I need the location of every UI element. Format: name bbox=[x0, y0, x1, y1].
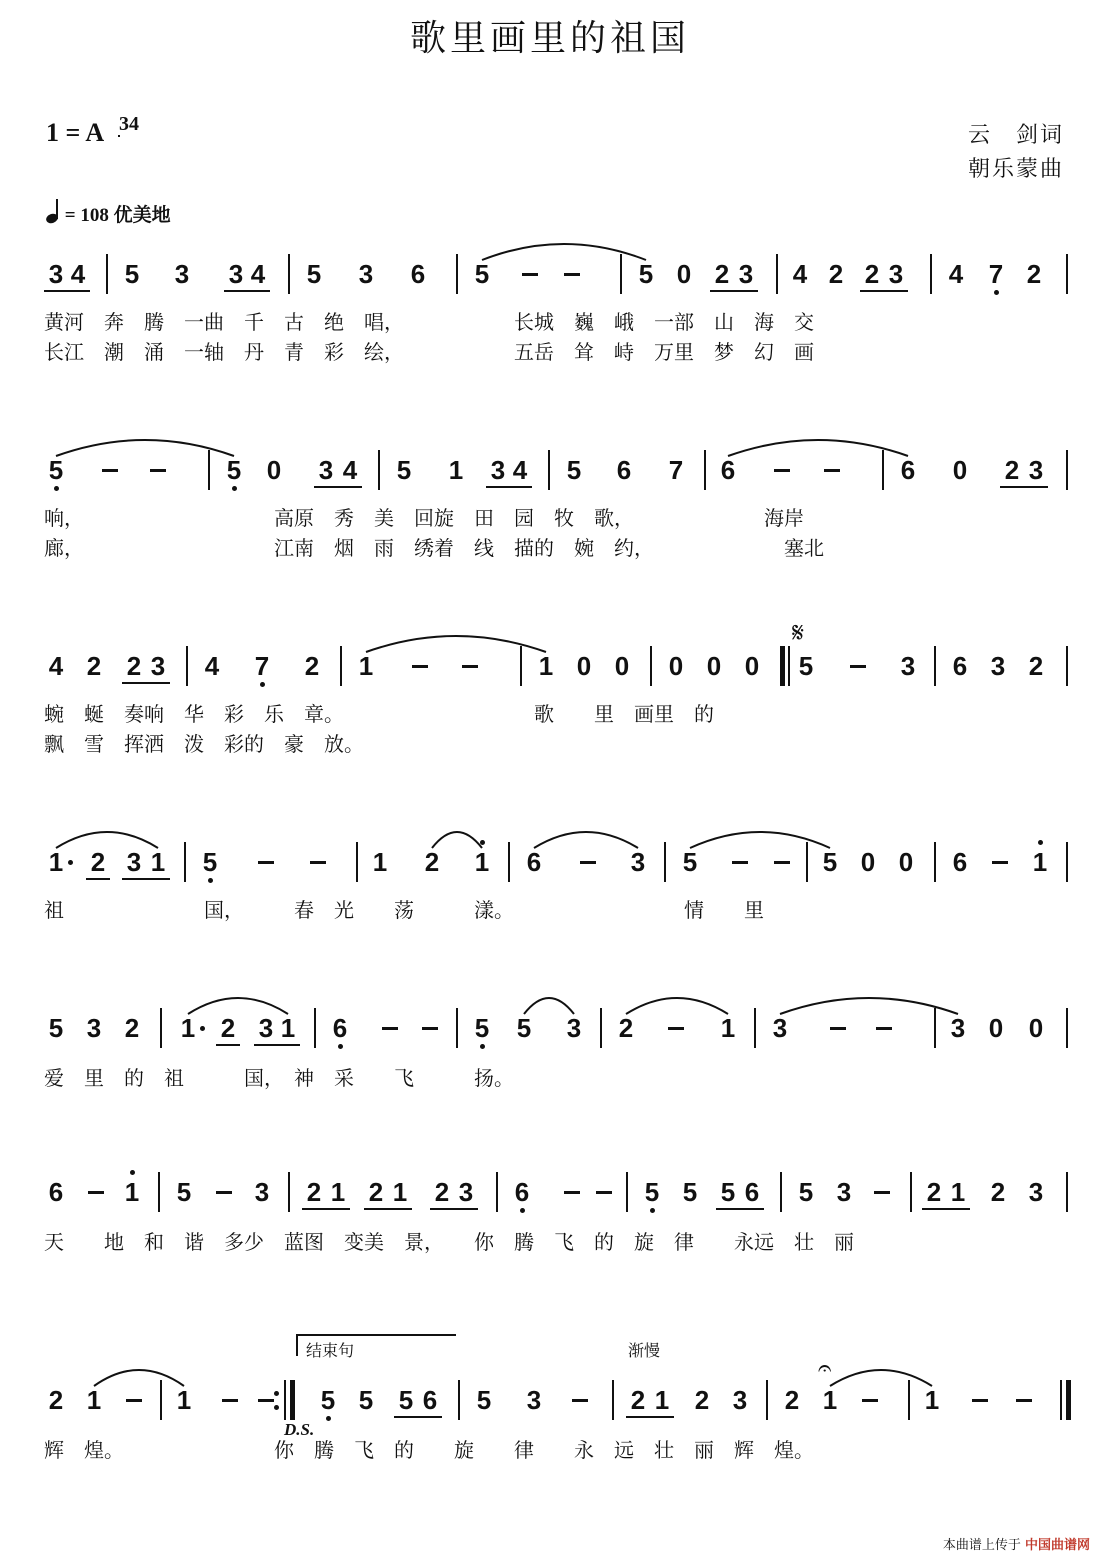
note: 5 bbox=[202, 847, 218, 877]
dal-segno-mark: D.S. bbox=[284, 1420, 315, 1439]
note: 2 bbox=[1028, 651, 1044, 681]
slur bbox=[188, 998, 288, 1014]
note: 0 bbox=[676, 259, 692, 289]
note: 2 bbox=[694, 1385, 710, 1415]
note: 2 bbox=[1004, 455, 1020, 485]
note: 2 bbox=[220, 1013, 236, 1043]
fermata-icon: 𝄐 bbox=[818, 1354, 832, 1382]
note: 6 bbox=[422, 1385, 438, 1415]
note: 1 bbox=[822, 1385, 838, 1415]
note: 5 bbox=[48, 455, 64, 485]
footer: 本曲谱上传于 中国曲谱网 bbox=[942, 1538, 1090, 1553]
note: 2 bbox=[1026, 259, 1042, 289]
ritardando-label: 渐慢 bbox=[628, 1341, 661, 1360]
note: 2 bbox=[90, 847, 106, 877]
note: 6 bbox=[410, 259, 426, 289]
note: 5 bbox=[320, 1385, 336, 1415]
lyrics-row2-verse1: 响， 高原 秀 美 回旋 田 园 牧 歌， 海岸 bbox=[44, 506, 804, 530]
lyrics-row2-verse2: 廊， 江南 烟 雨 绣着 线 描的 婉 约， 塞北 bbox=[44, 536, 824, 560]
note: 5 bbox=[566, 455, 582, 485]
note: 4 bbox=[512, 455, 528, 485]
note: 2 bbox=[990, 1177, 1006, 1207]
note: 5 bbox=[396, 455, 412, 485]
note: 3 bbox=[900, 651, 916, 681]
song-title: 歌里画里的祖国 bbox=[409, 18, 690, 59]
note: 1 bbox=[654, 1385, 670, 1415]
note: 3 bbox=[836, 1177, 852, 1207]
note: 3 bbox=[738, 259, 754, 289]
note: 0 bbox=[1028, 1013, 1044, 1043]
note: 3 bbox=[48, 259, 64, 289]
note: 2 bbox=[306, 1177, 322, 1207]
note: 5 bbox=[474, 259, 490, 289]
note: 1 bbox=[720, 1013, 736, 1043]
slur bbox=[94, 1370, 184, 1386]
note: 5 bbox=[798, 1177, 814, 1207]
note: 3 bbox=[458, 1177, 474, 1207]
note: 2 bbox=[630, 1385, 646, 1415]
note: 3 bbox=[150, 651, 166, 681]
note: 7 bbox=[988, 259, 1004, 289]
note: 1 bbox=[124, 1177, 140, 1207]
note: 6 bbox=[616, 455, 632, 485]
slur bbox=[780, 998, 958, 1014]
note: 5 bbox=[682, 847, 698, 877]
note: 1 bbox=[448, 455, 464, 485]
note: 1 bbox=[330, 1177, 346, 1207]
note: 0 bbox=[860, 847, 876, 877]
time-signature: 3 4 bbox=[119, 113, 139, 135]
lyrics-row1-verse1: 黄河 奔 腾 一曲 千 古 绝 唱， 长城 巍 峨 一部 山 海 交 bbox=[44, 310, 814, 334]
slur bbox=[690, 832, 830, 848]
note: 2 bbox=[618, 1013, 634, 1043]
note: 4 bbox=[792, 259, 808, 289]
note: 3 bbox=[888, 259, 904, 289]
slur bbox=[56, 832, 158, 848]
note: 6 bbox=[48, 1177, 64, 1207]
note: 5 bbox=[48, 1013, 64, 1043]
lyrics-row4: 祖 国， 春 光 荡 漾。 情 里 bbox=[44, 898, 764, 922]
note: 5 bbox=[176, 1177, 192, 1207]
note: 5 bbox=[226, 455, 242, 485]
lyrics-row3-verse2: 飘 雪 挥洒 泼 彩的 豪 放。 bbox=[44, 732, 364, 756]
note: 3 bbox=[630, 847, 646, 877]
slur bbox=[830, 1370, 932, 1386]
note: 5 bbox=[644, 1177, 660, 1207]
note: 0 bbox=[614, 651, 630, 681]
note: 3 bbox=[772, 1013, 788, 1043]
note: 3 bbox=[566, 1013, 582, 1043]
note: 2 bbox=[424, 847, 440, 877]
note: 3 bbox=[732, 1385, 748, 1415]
slur bbox=[728, 440, 908, 456]
note: 4 bbox=[948, 259, 964, 289]
slur bbox=[432, 832, 482, 848]
tempo-marking: = 108 优美地 bbox=[46, 200, 171, 227]
note: 5 bbox=[798, 651, 814, 681]
note: 2 bbox=[368, 1177, 384, 1207]
slur bbox=[56, 440, 234, 456]
note: 0 bbox=[706, 651, 722, 681]
note: 1 bbox=[176, 1385, 192, 1415]
note: 3 bbox=[228, 259, 244, 289]
note: 4 bbox=[204, 651, 220, 681]
slur bbox=[366, 636, 546, 652]
lyrics-row6: 天 地 和 谐 多少 蓝图 变美 景， 你 腾 飞 的 旋 律 永远 壮 丽 bbox=[44, 1230, 854, 1254]
note: 3 bbox=[1028, 455, 1044, 485]
note: 0 bbox=[576, 651, 592, 681]
note: 2 bbox=[124, 1013, 140, 1043]
note: 0 bbox=[744, 651, 760, 681]
note: 4 bbox=[250, 259, 266, 289]
note: 4 bbox=[70, 259, 86, 289]
note: 0 bbox=[266, 455, 282, 485]
ending-label: 结束句 bbox=[306, 1341, 355, 1360]
note: 5 bbox=[124, 259, 140, 289]
site-logo[interactable]: 中国曲谱网 bbox=[1024, 1538, 1090, 1553]
note: 6 bbox=[952, 651, 968, 681]
note: 2 bbox=[304, 651, 320, 681]
note: 2 bbox=[828, 259, 844, 289]
note: 2 bbox=[784, 1385, 800, 1415]
note: 6 bbox=[952, 847, 968, 877]
note: 1 bbox=[372, 847, 388, 877]
note: 4 bbox=[342, 455, 358, 485]
note: 5 bbox=[682, 1177, 698, 1207]
note: 3 bbox=[1028, 1177, 1044, 1207]
note: 5 bbox=[822, 847, 838, 877]
note: 2 bbox=[714, 259, 730, 289]
note: 4 bbox=[48, 651, 64, 681]
note: 5 bbox=[720, 1177, 736, 1207]
lyrics-row3-verse1: 蜿 蜒 奏响 华 彩 乐 章。 歌 里 画里 的 bbox=[44, 702, 714, 726]
note: 3 bbox=[526, 1385, 542, 1415]
note: 1 bbox=[48, 847, 64, 877]
note: 7 bbox=[668, 455, 684, 485]
note: 3 bbox=[990, 651, 1006, 681]
note: 3 bbox=[126, 847, 142, 877]
note: 6 bbox=[526, 847, 542, 877]
note: 1 bbox=[280, 1013, 296, 1043]
slur bbox=[626, 998, 728, 1014]
note: 3 bbox=[254, 1177, 270, 1207]
note: 1 bbox=[150, 847, 166, 877]
note: 2 bbox=[434, 1177, 450, 1207]
note: 5 bbox=[476, 1385, 492, 1415]
note: 3 bbox=[490, 455, 506, 485]
note: 6 bbox=[332, 1013, 348, 1043]
note: 5 bbox=[358, 1385, 374, 1415]
slur bbox=[524, 998, 574, 1014]
note: 5 bbox=[516, 1013, 532, 1043]
lyricist: 云 剑词 bbox=[967, 123, 1064, 148]
note: 1 bbox=[392, 1177, 408, 1207]
note: 1 bbox=[538, 651, 554, 681]
note: 1 bbox=[924, 1385, 940, 1415]
composer: 朝乐蒙曲 bbox=[967, 157, 1064, 182]
note: 1 bbox=[474, 847, 490, 877]
note: 1 bbox=[180, 1013, 196, 1043]
note: 6 bbox=[720, 455, 736, 485]
note: 1 bbox=[1032, 847, 1048, 877]
segno-sign: 𝄋 bbox=[792, 616, 805, 649]
key-signature: 1 = A bbox=[46, 118, 105, 147]
note: 3 bbox=[86, 1013, 102, 1043]
note: 3 bbox=[318, 455, 334, 485]
note: 0 bbox=[988, 1013, 1004, 1043]
note: 1 bbox=[86, 1385, 102, 1415]
note: 6 bbox=[900, 455, 916, 485]
note: 0 bbox=[898, 847, 914, 877]
note: 5 bbox=[638, 259, 654, 289]
note: 3 bbox=[258, 1013, 274, 1043]
note: 5 bbox=[474, 1013, 490, 1043]
note: 7 bbox=[254, 651, 270, 681]
note: 1 bbox=[358, 651, 374, 681]
note: 2 bbox=[926, 1177, 942, 1207]
note: 2 bbox=[86, 651, 102, 681]
note: 6 bbox=[514, 1177, 530, 1207]
note: 3 bbox=[358, 259, 374, 289]
lyrics-row7: 辉 煌。 你 腾 飞 的 旋 律 永 远 壮 丽 辉 煌。 bbox=[44, 1438, 814, 1462]
note: 3 bbox=[174, 259, 190, 289]
note: 2 bbox=[126, 651, 142, 681]
note: 6 bbox=[744, 1177, 760, 1207]
note: 0 bbox=[952, 455, 968, 485]
slur bbox=[482, 244, 646, 260]
note: 1 bbox=[950, 1177, 966, 1207]
note: 2 bbox=[864, 259, 880, 289]
slur bbox=[534, 832, 638, 848]
note: 2 bbox=[48, 1385, 64, 1415]
note: 5 bbox=[398, 1385, 414, 1415]
note: 5 bbox=[306, 259, 322, 289]
lyrics-row1-verse2: 长江 潮 涌 一轴 丹 青 彩 绘， 五岳 耸 峙 万里 梦 幻 画 bbox=[44, 340, 814, 364]
note: 0 bbox=[668, 651, 684, 681]
note: 3 bbox=[950, 1013, 966, 1043]
lyrics-row5: 爱 里 的 祖 国， 神 采 飞 扬。 bbox=[44, 1066, 514, 1090]
